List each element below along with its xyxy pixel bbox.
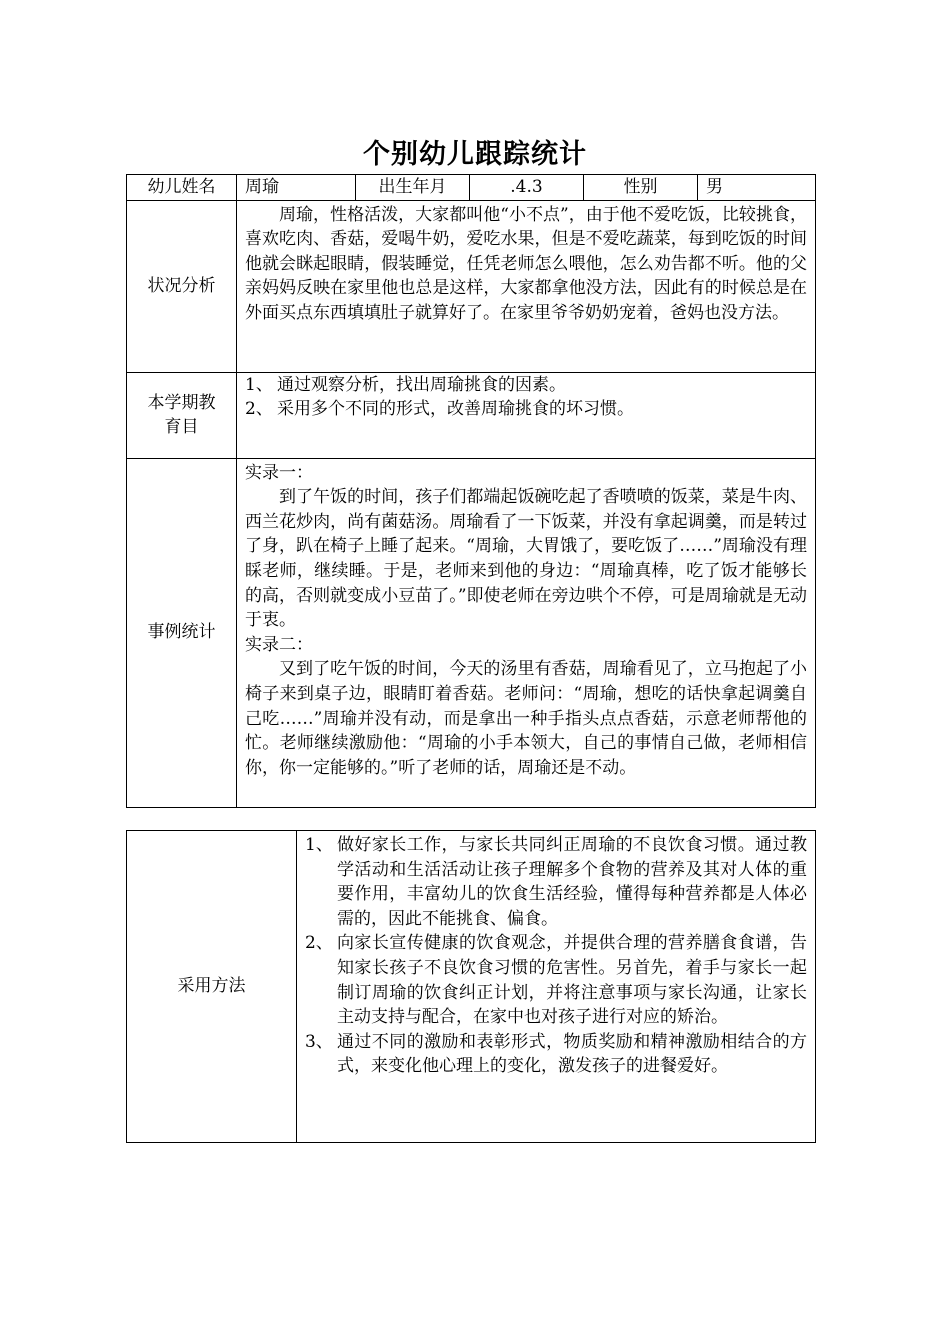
- goal-item-text: 采用多个不同的形式，改善周瑜挑食的坏习惯。: [277, 399, 634, 420]
- goal-item: [245, 397, 807, 422]
- method-item: [305, 1030, 807, 1079]
- method-item-text: 做好家长工作，与家长共同纠正周瑜的不良饮食习惯。通过教学活动和生活活动让孩子理解多个食物的营养及其对人体的重要作用，丰富幼儿的饮食生活经验，懂得每种营养都是人体必需的，因此不能挑食、偏食。: [337, 835, 807, 929]
- method-item: [305, 833, 807, 931]
- goals-label-line1: 本学期教: [147, 393, 216, 414]
- analysis-content: [237, 200, 816, 372]
- record2-text: 又到了吃午饭的时间，今天的汤里有香菇，周瑜看见了，立马抱起了小椅子来到桌子边，眼睛盯着香菇。老师问：“周瑜，想吃的话快拿起调羹自己吃……”周瑜并没有动，而是拿出一种手指头点点香菇，示意老师帮他的忙。老师继续激励他：“周瑜的小手本领大，自己的事情自己做，老师相信你，你一定能够的。”听了老师的话，周瑜还是不动。: [245, 659, 807, 778]
- goal-item-num: 1、: [245, 374, 273, 395]
- record2-title: 实录二：: [245, 634, 313, 655]
- analysis-text: 周瑜，性格活泼，大家都叫他“小不点”，由于他不爱吃饭，比较挑食，喜欢吃肉、香菇，爱喝牛奶，爱吃水果，但是不爱吃蔬菜，每到吃饭的时间他就会眯起眼睛，假装睡觉，任凭老师怎么喂他，怎么劝告都不听。他的父亲妈妈反映在家里他也总是这样，大家都拿他没方法，因此有的时候总是在外面买点东西填填肚子就算好了。在家里爷爷奶奶宠着，爸妈也没方法。: [245, 204, 807, 323]
- goal-item: [245, 373, 807, 398]
- birth-label: 出生年月: [356, 175, 470, 201]
- methods-label: 采用方法: [127, 831, 297, 1143]
- name-label: 幼儿姓名: [127, 175, 237, 201]
- method-item: [305, 931, 807, 1029]
- method-item-num: 2、: [305, 933, 333, 954]
- goal-item-text: 通过观察分析，找出周瑜挑食的因素。: [277, 374, 566, 395]
- methods-content: [297, 831, 816, 1143]
- birth-value: .4.3: [470, 175, 584, 201]
- method-item-num: 3、: [305, 1031, 333, 1052]
- record1-text: 到了午饭的时间，孩子们都端起饭碗吃起了香喷喷的饭菜，菜是牛肉、西兰花炒肉，尚有菌菇汤。周瑜看了一下饭菜，并没有拿起调羹，而是转过了身，趴在椅子上睡了起来。“周瑜，大胃饿了，要吃饭了……”周瑜没有理睬老师，继续睡。于是，老师来到他的身边：“周瑜真棒，吃了饭才能够长的高，否则就变成小豆苗了。”即使老师在旁边哄个不停，可是周瑜就是无动于衷。: [245, 487, 807, 631]
- info-table: [126, 174, 816, 808]
- method-item-num: 1、: [305, 835, 333, 855]
- goals-label: [127, 372, 237, 458]
- goals-label-line2: 育目: [164, 417, 199, 438]
- goals-content: [237, 372, 816, 458]
- page-title: 个别幼儿跟踪统计: [363, 139, 587, 170]
- cases-content: [237, 458, 816, 807]
- record1-title: 实录一：: [245, 462, 313, 483]
- name-value: 周瑜: [237, 175, 356, 201]
- gender-label: 性别: [584, 175, 698, 201]
- methods-table: [126, 830, 816, 1143]
- cases-label: 事例统计: [127, 458, 237, 807]
- gender-value: 男: [698, 175, 816, 201]
- analysis-label: 状况分析: [127, 200, 237, 372]
- method-item-text: 向家长宣传健康的饮食观念，并提供合理的营养膳食食谱，告知家长孩子不良饮食习惯的危害性。另首先，着手与家长一起制订周瑜的饮食纠正计划，并将注意事项与家长沟通，让家长主动支持与配合，在家中也对孩子进行对应的矫治。: [337, 933, 807, 1028]
- goal-item-num: 2、: [245, 399, 273, 420]
- method-item-text: 通过不同的激励和表彰形式，物质奖励和精神激励相结合的方式，来变化他心理上的变化，激发孩子的进餐爱好。: [337, 1031, 807, 1077]
